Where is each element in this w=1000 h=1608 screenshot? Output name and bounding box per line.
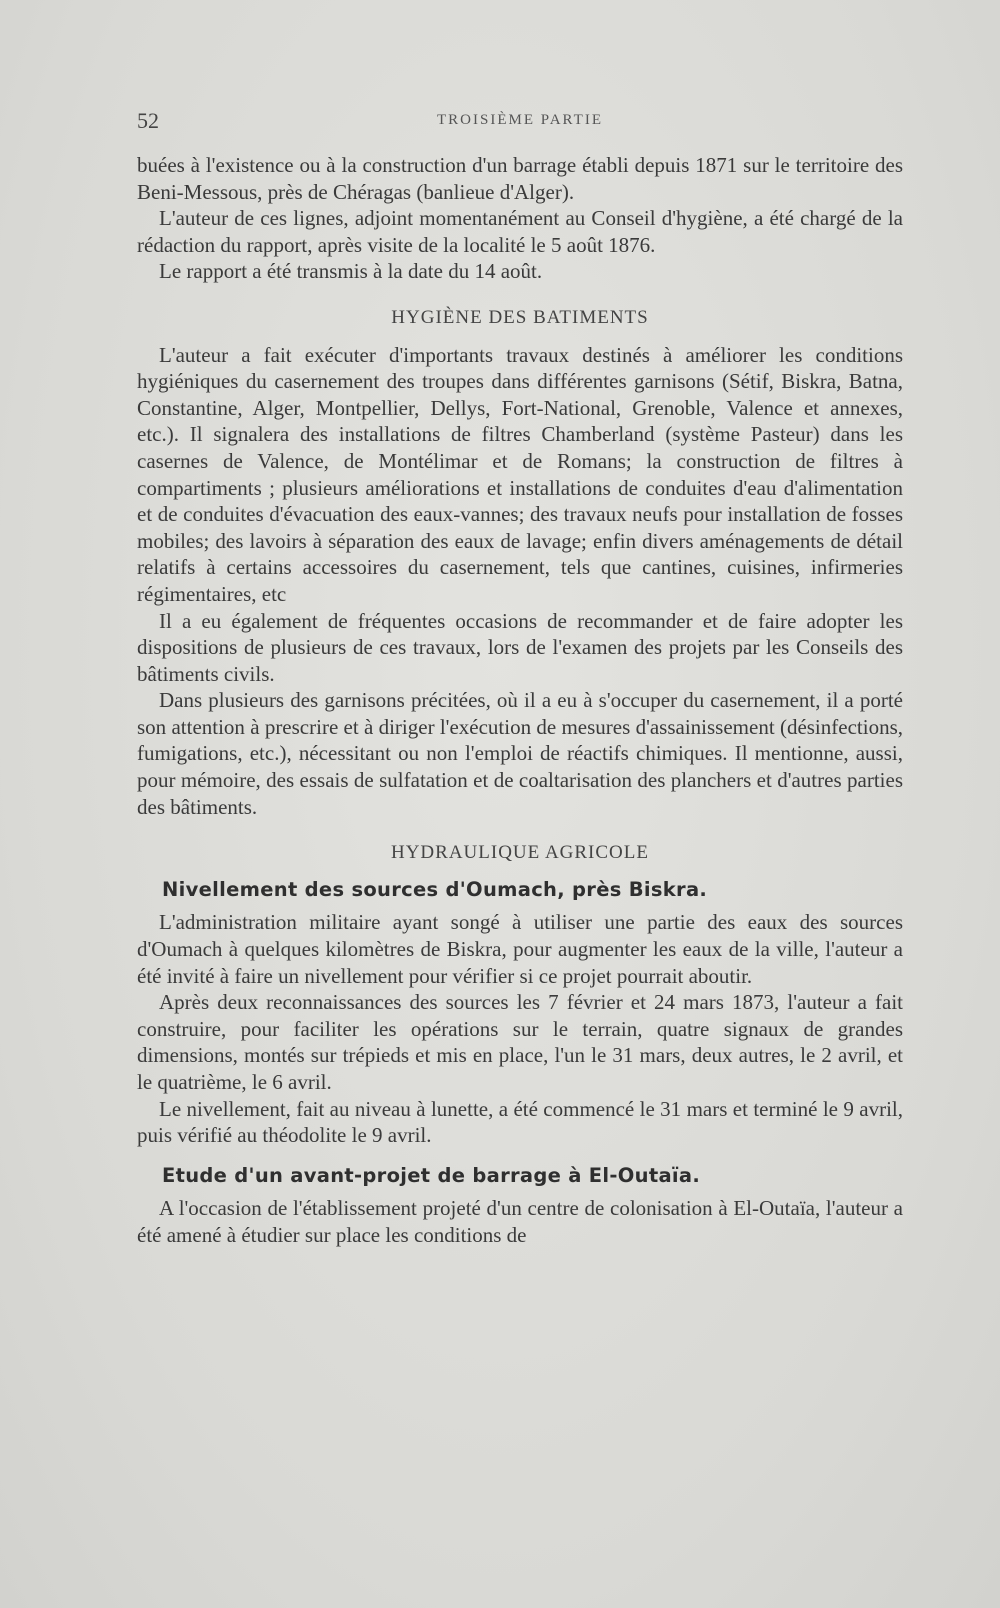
- subsection-heading-el-outaia: Etude d'un avant-projet de barrage à El-Outaïa.: [162, 1163, 701, 1187]
- subsection-heading-oumach: Nivellement des sources d'Oumach, près Biskra.: [162, 877, 708, 901]
- paragraph: A l'occasion de l'établissement projeté d'un centre de colonisation à El-Outaïa, l'auteur a été amené à étudier sur place les conditions de: [137, 1196, 903, 1247]
- paragraph: L'auteur de ces lignes, adjoint momentanément au Conseil d'hygiène, a été chargé de la rédaction du rapport, après visite de la localité le 5 août 1876.: [137, 206, 903, 257]
- section-title-hygiene: HYGIÈNE DES BATIMENTS: [391, 306, 649, 328]
- paragraph: Après deux reconnaissances des sources les 7 février et 24 mars 1873, l'auteur a fait construire, pour faciliter les opérations sur le terrain, quatre signaux de grandes dimensions, montés sur trépieds et mis en place, l'un le 31 mars, deux autres, le 2 avril, et le quatrième, le 6 avril.: [137, 990, 903, 1094]
- section-title-hydraulique: HYDRAULIQUE AGRICOLE: [390, 842, 649, 864]
- page-number: 52: [137, 108, 159, 133]
- paragraph: buées à l'existence ou à la construction d'un barrage établi depuis 1871 sur le territoire des Beni-Messous, près de Chéragas (banlieue d'Alger).: [137, 153, 903, 204]
- paragraph: L'administration militaire ayant songé à utiliser une partie des eaux des sources d'Oumach à quelques kilomètres de Biskra, pour augmenter les eaux de la ville, l'auteur a été invité à faire un nivellement pour vérifier si ce projet pourrait aboutir.: [137, 910, 903, 988]
- page-body: [137, 152, 903, 1249]
- paragraph: Il a eu également de fréquentes occasions de recommander et de faire adopter les dispositions de plusieurs de ces travaux, lors de l'examen des projets par les Conseils des bâtiments civils.: [137, 608, 903, 686]
- paragraph: Dans plusieurs des garnisons précitées, où il a eu à s'occuper du casernement, il a porté son attention à prescrire et à diriger l'exécution de mesures d'assainissement (désinfections, fumigations, etc.), nécessitant ou non l'emploi de réactifs chimiques. Il mentionne, aussi, pour mémoire, des essais de sulfatation et de coaltarisation des planchers et d'autres parties des bâtiments.: [137, 688, 903, 819]
- paragraph: L'auteur a fait exécuter d'importants travaux destinés à améliorer les conditions hygiéniques du casernement des troupes dans différentes garnisons (Sétif, Biskra, Batna, Constantine, Alger, Montpellier, Dellys, Fort-National, Grenoble, Valence et annexes, etc.). Il signalera des installations de filtres Chamberland (système Pasteur) dans les casernes de Valence, de Montélimar et de Romans; la construction de filtres à compartiments ; plusieurs améliorations et installations de conduites d'eau d'alimentation et de conduites d'évacuation des eaux-vannes; des travaux neufs pour installation de fosses mobiles; des lavoirs à séparation des eaux de lavage; enfin divers aménagements de détail relatifs à certains accessoires du casernement, tels que cantines, cuisines, infirmeries régimentaires, etc: [137, 342, 903, 606]
- running-head: TROISIÈME PARTIE: [437, 112, 603, 128]
- paragraph: Le nivellement, fait au niveau à lunette, a été commencé le 31 mars et terminé le 9 avril, puis vérifié au théodolite le 9 avril.: [137, 1096, 903, 1148]
- paragraph: Le rapport a été transmis à la date du 14 août.: [159, 259, 543, 284]
- page-header: [137, 108, 903, 138]
